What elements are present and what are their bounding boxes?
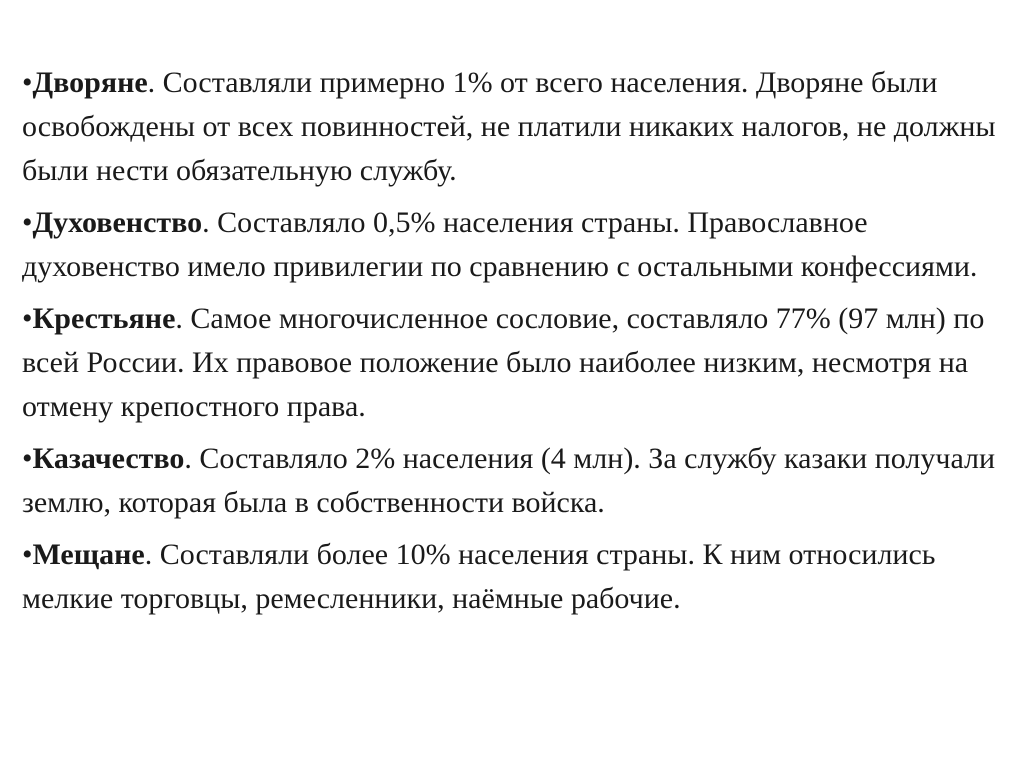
list-item-peasants — [22, 297, 1002, 429]
list-item-nobility — [22, 61, 1002, 193]
term-cossacks: Казачество — [32, 442, 185, 475]
list-item-cossacks — [22, 437, 1002, 525]
list-item-townspeople — [22, 533, 1002, 621]
description-nobility: . Составляли примерно 1% от всего населения. Дворяне были освобождены от всех повинностей, не платили никаких налогов, не должны были нести обязательную службу. — [22, 66, 996, 187]
term-peasants: Крестьяне — [32, 302, 176, 335]
description-clergy: . Составляло 0,5% населения страны. Православное духовенство имело привилегии по сравнению с остальными конфессиями. — [22, 206, 978, 283]
description-cossacks: . Составляло 2% населения (4 млн). За службу казаки получали землю, которая была в собственности войска. — [22, 442, 996, 519]
bullet-icon: • — [22, 302, 33, 335]
bullet-icon: • — [22, 538, 33, 571]
description-peasants: . Самое многочисленное сословие, составляло 77% (97 млн) по всей России. Их правовое положение было наиболее низким, несмотря на отмену крепостного права. — [22, 302, 985, 423]
description-townspeople: . Составляли более 10% населения страны. К ним относились мелкие торговцы, ремесленники, наёмные рабочие. — [22, 538, 936, 615]
estates-list — [22, 61, 1002, 621]
term-clergy: Духовенство — [32, 206, 203, 239]
term-townspeople: Мещане — [32, 538, 145, 571]
bullet-icon: • — [22, 442, 33, 475]
term-nobility: Дворяне — [32, 66, 148, 99]
bullet-icon: • — [22, 66, 33, 99]
bullet-icon: • — [22, 206, 33, 239]
list-item-clergy — [22, 201, 1002, 289]
